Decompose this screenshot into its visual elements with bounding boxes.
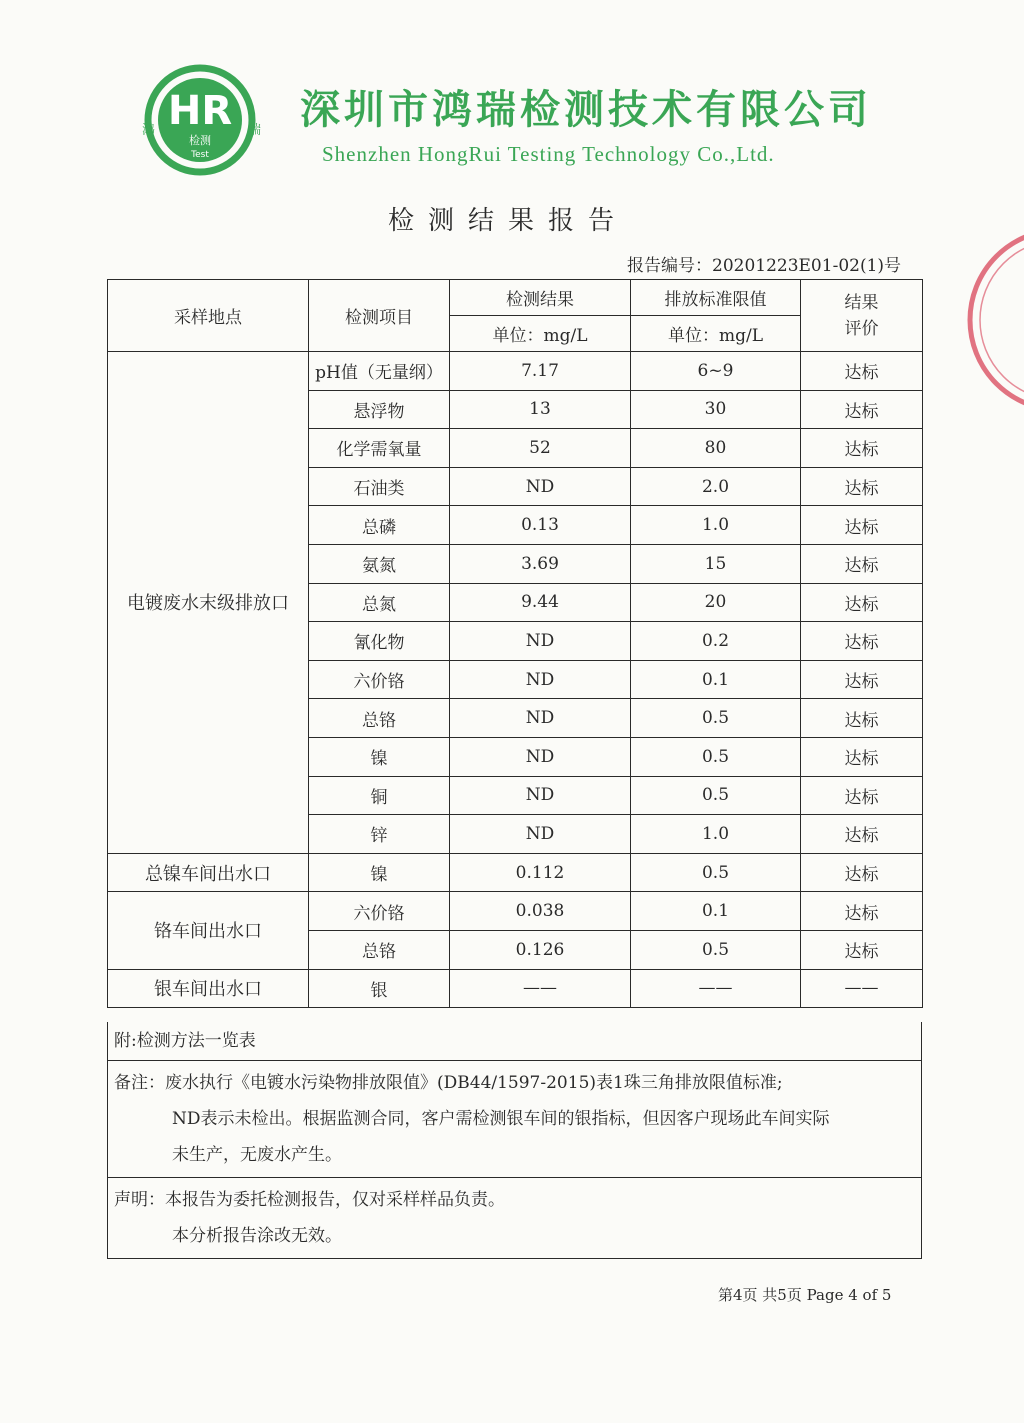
header-result-unit: 单位：mg/L (450, 316, 631, 352)
page-number: 第4页 共5页 Page 4 of 5 (718, 1286, 892, 1304)
item-cell: 悬浮物 (309, 390, 450, 429)
result-cell: ND (450, 467, 631, 506)
header-limit-unit: 单位：mg/L (631, 316, 801, 352)
results-table (107, 279, 923, 1008)
eval-cell: 达标 (801, 467, 923, 506)
eval-cell: 达标 (801, 660, 923, 699)
statement-line: 本分析报告涂改无效。 (172, 1226, 342, 1246)
item-cell: 氨氮 (309, 544, 450, 583)
table-row (108, 969, 923, 1008)
result-cell: 9.44 (450, 583, 631, 622)
logo-sub-en: Test (191, 150, 209, 160)
limit-cell: 20 (631, 583, 801, 622)
limit-cell: 1.0 (631, 815, 801, 854)
table-row (108, 853, 923, 892)
item-cell: 镍 (309, 737, 450, 776)
remark-line: 未生产，无废水产生。 (172, 1145, 342, 1165)
result-cell: ND (450, 776, 631, 815)
statement-line: 声明：本报告为委托检测报告，仅对采样样品负责。 (114, 1190, 505, 1210)
eval-cell: 达标 (801, 699, 923, 738)
eval-cell: 达标 (801, 815, 923, 854)
result-cell: ND (450, 699, 631, 738)
notes-section (107, 1022, 922, 1259)
limit-cell: 0.5 (631, 930, 801, 969)
logo-sub-cn: 检测 (189, 134, 211, 147)
statement-section (108, 1177, 921, 1258)
result-cell: ND (450, 660, 631, 699)
limit-cell: 0.2 (631, 622, 801, 661)
result-cell: 0.126 (450, 930, 631, 969)
report-number: 报告编号：20201223E01-02(1)号 (627, 256, 902, 276)
limit-cell: 1.0 (631, 506, 801, 545)
eval-cell: 达标 (801, 544, 923, 583)
eval-cell: 达标 (801, 429, 923, 468)
item-cell: 铜 (309, 776, 450, 815)
table-row (108, 352, 923, 391)
eval-cell: 达标 (801, 583, 923, 622)
result-cell: 0.112 (450, 853, 631, 892)
result-cell: 52 (450, 429, 631, 468)
result-cell: ND (450, 737, 631, 776)
eval-cell: 达标 (801, 892, 923, 931)
item-cell: 银 (309, 969, 450, 1008)
result-cell: 0.038 (450, 892, 631, 931)
item-cell: 氰化物 (309, 622, 450, 661)
document-title: 检测结果报告 (388, 206, 629, 236)
table-row (108, 892, 923, 931)
limit-cell: 6~9 (631, 352, 801, 391)
site-cell: 总镍车间出水口 (108, 853, 309, 892)
item-cell: 六价铬 (309, 892, 450, 931)
item-cell: 石油类 (309, 467, 450, 506)
limit-cell: 0.5 (631, 776, 801, 815)
limit-cell: 0.1 (631, 892, 801, 931)
result-cell: 7.17 (450, 352, 631, 391)
limit-cell: 80 (631, 429, 801, 468)
item-cell: pH值（无量纲） (309, 352, 450, 391)
item-cell: 总铬 (309, 699, 450, 738)
site-cell: 银车间出水口 (108, 969, 309, 1008)
item-cell: 总磷 (309, 506, 450, 545)
header-site: 采样地点 (108, 280, 309, 352)
item-cell: 化学需氧量 (309, 429, 450, 468)
limit-cell: 30 (631, 390, 801, 429)
eval-cell: 达标 (801, 737, 923, 776)
company-name-cn: 深圳市鸿瑞检测技术有限公司 (300, 87, 872, 133)
result-cell: —— (450, 969, 631, 1008)
site-cell: 电镀废水末级排放口 (108, 352, 309, 854)
limit-cell: 2.0 (631, 467, 801, 506)
appendix-section (108, 1022, 921, 1060)
item-cell: 总铬 (309, 930, 450, 969)
header-result: 检测结果 (450, 280, 631, 316)
company-logo (134, 62, 266, 182)
remark-section (108, 1060, 921, 1177)
eval-cell: 达标 (801, 930, 923, 969)
eval-cell: 达标 (801, 506, 923, 545)
header-eval: 结果 评价 (801, 280, 923, 352)
limit-cell: 0.5 (631, 699, 801, 738)
logo-right-char: 瑞 (248, 123, 262, 138)
item-cell: 六价铬 (309, 660, 450, 699)
appendix-text: 附:检测方法一览表 (114, 1031, 256, 1051)
logo-left-char: 鸿 (142, 123, 156, 138)
remark-line: 备注：废水执行《电镀水污染物排放限值》(DB44/1597-2015)表1珠三角排放限值标准; (114, 1073, 783, 1093)
eval-cell: 达标 (801, 390, 923, 429)
eval-cell: 达标 (801, 853, 923, 892)
item-cell: 镍 (309, 853, 450, 892)
header-limit: 排放标准限值 (631, 280, 801, 316)
item-cell: 总氮 (309, 583, 450, 622)
logo-letters: HR (167, 88, 233, 134)
eval-cell: 达标 (801, 352, 923, 391)
result-cell: ND (450, 815, 631, 854)
remark-line: ND表示未检出。根据监测合同，客户需检测银车间的银指标，但因客户现场此车间实际 (172, 1109, 830, 1129)
result-cell: 13 (450, 390, 631, 429)
eval-cell: —— (801, 969, 923, 1008)
result-cell: ND (450, 622, 631, 661)
eval-cell: 达标 (801, 622, 923, 661)
eval-cell: 达标 (801, 776, 923, 815)
result-cell: 0.13 (450, 506, 631, 545)
limit-cell: 15 (631, 544, 801, 583)
site-cell: 铬车间出水口 (108, 892, 309, 969)
limit-cell: 0.5 (631, 737, 801, 776)
seal-stamp (960, 220, 1024, 420)
item-cell: 锌 (309, 815, 450, 854)
table-header-row (108, 280, 923, 316)
header-item: 检测项目 (309, 280, 450, 352)
company-name-en: Shenzhen HongRui Testing Technology Co.,Ltd. (322, 142, 775, 166)
limit-cell: —— (631, 969, 801, 1008)
limit-cell: 0.5 (631, 853, 801, 892)
limit-cell: 0.1 (631, 660, 801, 699)
result-cell: 3.69 (450, 544, 631, 583)
